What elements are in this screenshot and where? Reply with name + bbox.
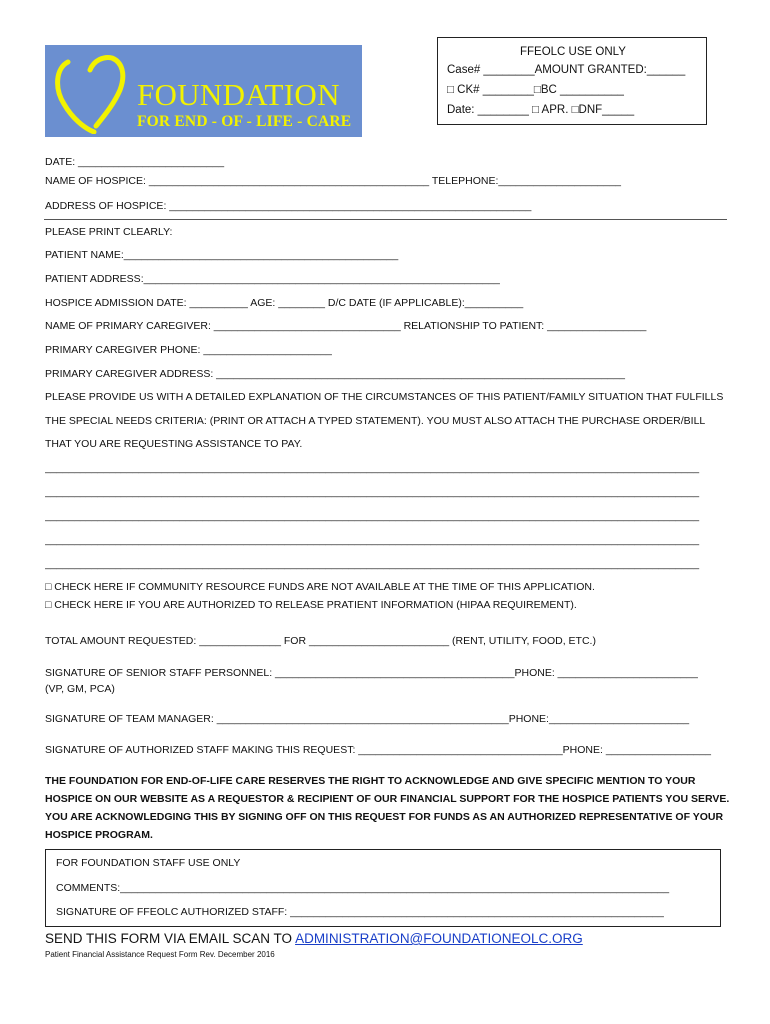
- team-manager-signature-field[interactable]: SIGNATURE OF TEAM MANAGER: __________________________________________________PHONE:________________________: [45, 713, 690, 725]
- case-amount-field[interactable]: Case# ________AMOUNT GRANTED:______: [447, 64, 686, 76]
- comments-field[interactable]: COMMENTS:______________________________________________________________________________________________: [56, 882, 670, 894]
- explanation-instructions-1: PLEASE PROVIDE US WITH A DETAILED EXPLANATION OF THE CIRCUMSTANCES OF THIS PATIENT/FAMILY SITUATION THAT FULFILLS: [45, 391, 724, 403]
- hospice-name-field[interactable]: NAME OF HOSPICE: ________________________________________________ TELEPHONE:_____________________: [45, 175, 622, 187]
- date-field[interactable]: DATE: _________________________: [45, 156, 225, 168]
- explanation-line[interactable]: ________________________________________________________________________________________________________________: [45, 462, 700, 474]
- explanation-instructions-3: THAT YOU ARE REQUESTING ASSISTANCE TO PAY.: [45, 438, 303, 450]
- notice-line-3: YOU ARE ACKNOWLEDGING THIS BY SIGNING OFF ON THIS REQUEST FOR FUNDS AS AN AUTHORIZED REPRESENTATIVE OF YOUR: [45, 811, 724, 823]
- logo-subtitle: FOR END - OF - LIFE - CARE: [137, 113, 352, 130]
- check-bc-field[interactable]: □ CK# ________□BC __________: [447, 84, 624, 96]
- hospice-address-field[interactable]: ADDRESS OF HOSPICE: ______________________________________________________________: [45, 200, 532, 212]
- explanation-instructions-2: THE SPECIAL NEEDS CRITERIA: (PRINT OR ATTACH A TYPED STATEMENT). YOU MUST ALSO ATTACH THE PURCHASE ORDER/BILL: [45, 415, 706, 427]
- send-prefix: SEND THIS FORM VIA EMAIL SCAN TO: [45, 931, 296, 946]
- office-use-title: FFEOLC USE ONLY: [520, 46, 626, 58]
- explanation-line[interactable]: ________________________________________________________________________________________________________________: [45, 558, 700, 570]
- office-use-box: [437, 37, 707, 125]
- heart-icon: [50, 52, 136, 134]
- patient-name-field[interactable]: PATIENT NAME:_______________________________________________: [45, 249, 399, 261]
- caregiver-phone-field[interactable]: PRIMARY CAREGIVER PHONE: ______________________: [45, 344, 332, 356]
- community-funds-checkbox[interactable]: □ CHECK HERE IF COMMUNITY RESOURCE FUNDS ARE NOT AVAILABLE AT THE TIME OF THIS APPLICATION.: [45, 581, 595, 593]
- form-revision-footer: Patient Financial Assistance Request Form Rev. December 2016: [45, 950, 275, 959]
- ffeolc-staff-signature-field[interactable]: SIGNATURE OF FFEOLC AUTHORIZED STAFF: ________________________________________________________________: [56, 906, 664, 918]
- email-link[interactable]: ADMINISTRATION@FOUNDATIONEOLC.ORG: [295, 931, 583, 946]
- notice-line-1: THE FOUNDATION FOR END-OF-LIFE CARE RESERVES THE RIGHT TO ACKNOWLEDGE AND GIVE SPECIFIC MENTION TO YOUR: [45, 775, 696, 787]
- logo-title: FOUNDATION: [137, 77, 340, 112]
- date-apr-dnf-field[interactable]: Date: ________ □ APR. □DNF_____: [447, 104, 635, 116]
- admission-age-dc-field[interactable]: HOSPICE ADMISSION DATE: __________ AGE: ________ D/C DATE (IF APPLICABLE):__________: [45, 297, 524, 309]
- notice-line-4: HOSPICE PROGRAM.: [45, 829, 153, 841]
- caregiver-name-field[interactable]: NAME OF PRIMARY CAREGIVER: ________________________________ RELATIONSHIP TO PATIENT: _________________: [45, 320, 647, 332]
- explanation-line[interactable]: ________________________________________________________________________________________________________________: [45, 510, 700, 522]
- authorized-staff-signature-field[interactable]: SIGNATURE OF AUTHORIZED STAFF MAKING THIS REQUEST: ___________________________________PHONE: __________________: [45, 744, 711, 756]
- senior-staff-titles: (VP, GM, PCA): [45, 683, 115, 695]
- total-amount-field[interactable]: TOTAL AMOUNT REQUESTED: ______________ FOR ________________________ (RENT, UTILITY, FOOD, ETC.): [45, 635, 596, 647]
- explanation-line[interactable]: ________________________________________________________________________________________________________________: [45, 486, 700, 498]
- print-clearly-label: PLEASE PRINT CLEARLY:: [45, 226, 173, 238]
- staff-box-title: FOR FOUNDATION STAFF USE ONLY: [56, 857, 241, 869]
- section-divider: [44, 219, 727, 220]
- caregiver-address-field[interactable]: PRIMARY CAREGIVER ADDRESS: ______________________________________________________________________: [45, 368, 625, 380]
- notice-line-2: HOSPICE ON OUR WEBSITE AS A REQUESTOR & RECIPIENT OF OUR FINANCIAL SUPPORT FOR THE HOSPICE PATIENTS YOU SERVE.: [45, 793, 730, 805]
- send-instructions: [45, 931, 583, 946]
- foundation-staff-box: [45, 849, 721, 927]
- senior-staff-signature-field[interactable]: SIGNATURE OF SENIOR STAFF PERSONNEL: _________________________________________PHONE: ________________________: [45, 667, 698, 679]
- hipaa-checkbox[interactable]: □ CHECK HERE IF YOU ARE AUTHORIZED TO RELEASE PRATIENT INFORMATION (HIPAA REQUIREMENT).: [45, 599, 577, 611]
- patient-address-field[interactable]: PATIENT ADDRESS:_____________________________________________________________: [45, 273, 500, 285]
- explanation-line[interactable]: ________________________________________________________________________________________________________________: [45, 534, 700, 546]
